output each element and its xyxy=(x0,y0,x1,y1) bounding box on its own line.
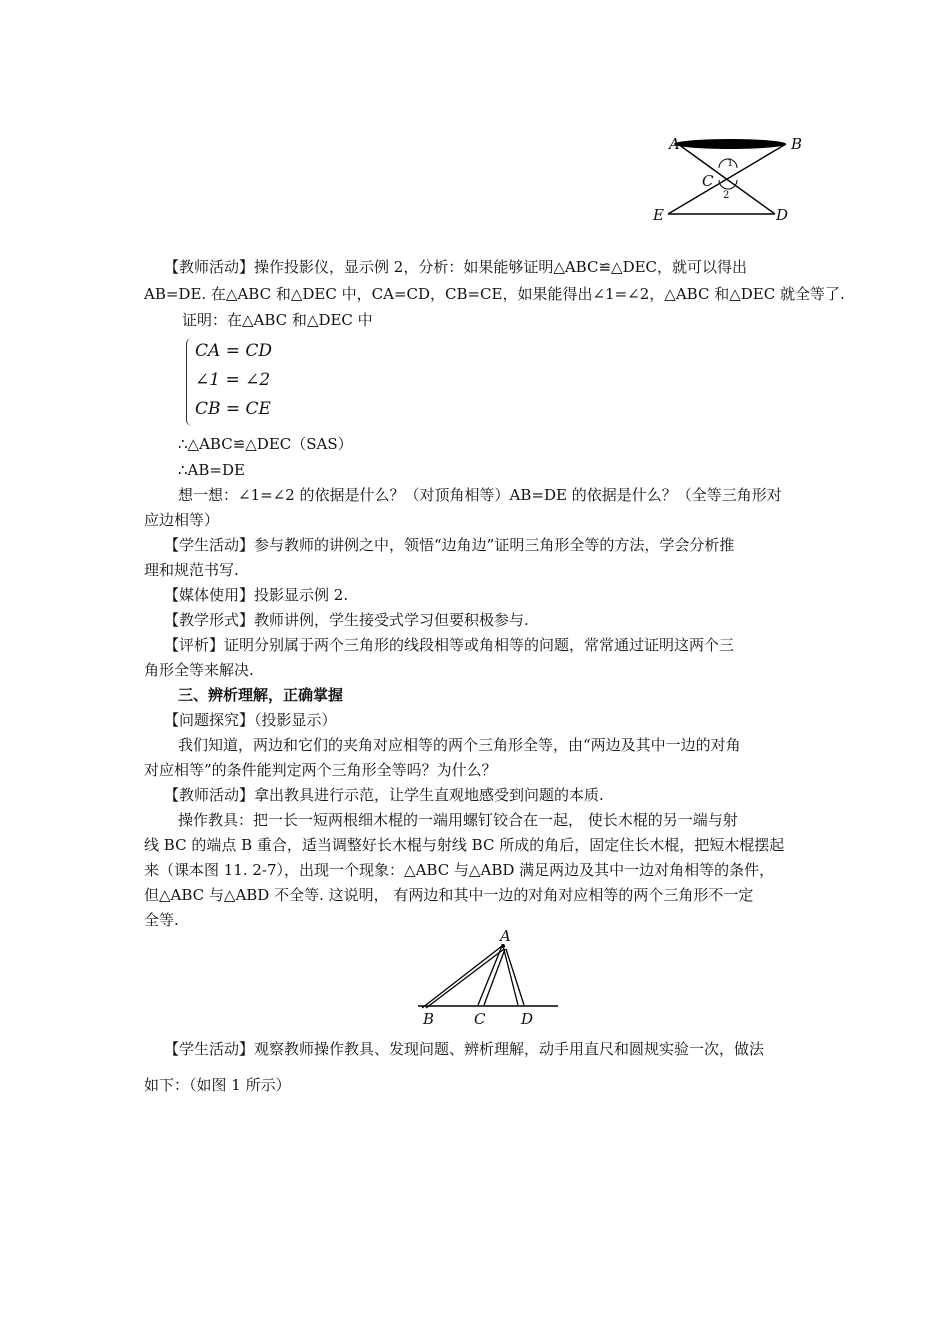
text-line-19: 操作教具：把一长一短两根细木棍的一端用螺钉铰合在一起， 使长木棍的另一端与射 xyxy=(178,811,738,829)
text-line-5: ∴AB=DE xyxy=(178,461,245,479)
figure2-label-b: B xyxy=(423,1010,435,1028)
figure1-label-a: A xyxy=(669,135,680,153)
text-line-15: 【问题探究】（投影显示） xyxy=(164,711,337,729)
figure1-label-c: C xyxy=(702,172,714,190)
text-line-4: ∴△ABC≌△DEC（SAS） xyxy=(178,435,353,453)
equation-angle1-angle2: ∠1 = ∠2 xyxy=(195,370,271,390)
text-line-20: 线 BC 的端点 B 重合，适当调整好长木棍与射线 BC 所成的角后，固定住长木棍，把短木棍摆起 xyxy=(144,836,785,854)
text-line-16: 我们知道，两边和它们的夹角对应相等的两个三角形全等，由“两边及其中一边的对角 xyxy=(178,736,741,754)
figure2-label-d: D xyxy=(521,1010,534,1028)
text-line-8: 【学生活动】参与教师的讲例之中，领悟“边角边”证明三角形全等的方法，学会分析推 xyxy=(164,536,735,554)
figure2-label-c: C xyxy=(474,1010,486,1028)
text-line-12: 【评析】证明分别属于两个三角形的线段相等或角相等的问题，常常通过证明这两个三 xyxy=(164,636,735,654)
text-line-1: 【教师活动】操作投影仪，显示例 2，分析：如果能够证明△ABC≌△DEC，就可以得出 xyxy=(164,258,748,276)
text-line-11: 【教学形式】教师讲例，学生接受式学习但要积极参与. xyxy=(164,611,529,629)
figure1-label-d: D xyxy=(776,206,789,224)
text-line-17: 对应相等”的条件能判定两个三角形全等吗？为什么？ xyxy=(144,761,497,779)
figure-vertical-angles xyxy=(648,126,818,228)
equation-system xyxy=(186,338,297,426)
text-line-9: 理和规范书写. xyxy=(144,561,239,579)
figure1-label-e: E xyxy=(653,206,664,224)
figure2-label-a: A xyxy=(500,927,511,945)
text-line-6: 想一想：∠1=∠2 的依据是什么？（对顶角相等）AB=DE 的依据是什么？（全等三角形对 xyxy=(178,486,782,504)
figure1-bar-ab xyxy=(674,139,786,149)
text-line-23: 全等. xyxy=(144,911,179,929)
figure1-angle-2: 2 xyxy=(723,190,730,201)
equation-cb-ce: CB = CE xyxy=(195,399,271,419)
figure1-label-b: B xyxy=(791,135,803,153)
text-line-18: 【教师活动】拿出教具进行示范，让学生直观地感受到问题的本质. xyxy=(164,786,604,804)
equation-ca-cd: CA = CD xyxy=(195,341,272,361)
text-line-2: AB=DE. 在△ABC 和△DEC 中，CA=CD，CB=CE，如果能得出∠1=∠2，△ABC 和△DEC 就全等了. xyxy=(144,285,845,303)
text-line-10: 【媒体使用】投影显示例 2. xyxy=(164,586,349,604)
figure-sticks-on-ray xyxy=(418,926,560,1028)
text-line-25: 如下：（如图 1 所示） xyxy=(144,1076,291,1094)
text-line-7: 应边相等） xyxy=(144,511,220,529)
text-line-21: 来（课本图 11. 2-7），出现一个现象：△ABC 与△ABD 满足两边及其中一边对角相等的条件， xyxy=(144,861,775,879)
text-line-24: 【学生活动】观察教师操作教具、发现问题、辨析理解，动手用直尺和圆规实验一次，做法 xyxy=(164,1040,765,1058)
section-heading: 三、辨析理解，正确掌握 xyxy=(178,686,344,704)
text-line-13: 角形全等来解决. xyxy=(144,661,254,679)
text-line-22: 但△ABC 与△ABD 不全等. 这说明， 有两边和其中一边的对角对应相等的两个三角形不一定 xyxy=(144,886,754,904)
figure1-angle-1: 1 xyxy=(727,158,734,169)
text-line-3: 证明：在△ABC 和△DEC 中 xyxy=(182,311,373,329)
